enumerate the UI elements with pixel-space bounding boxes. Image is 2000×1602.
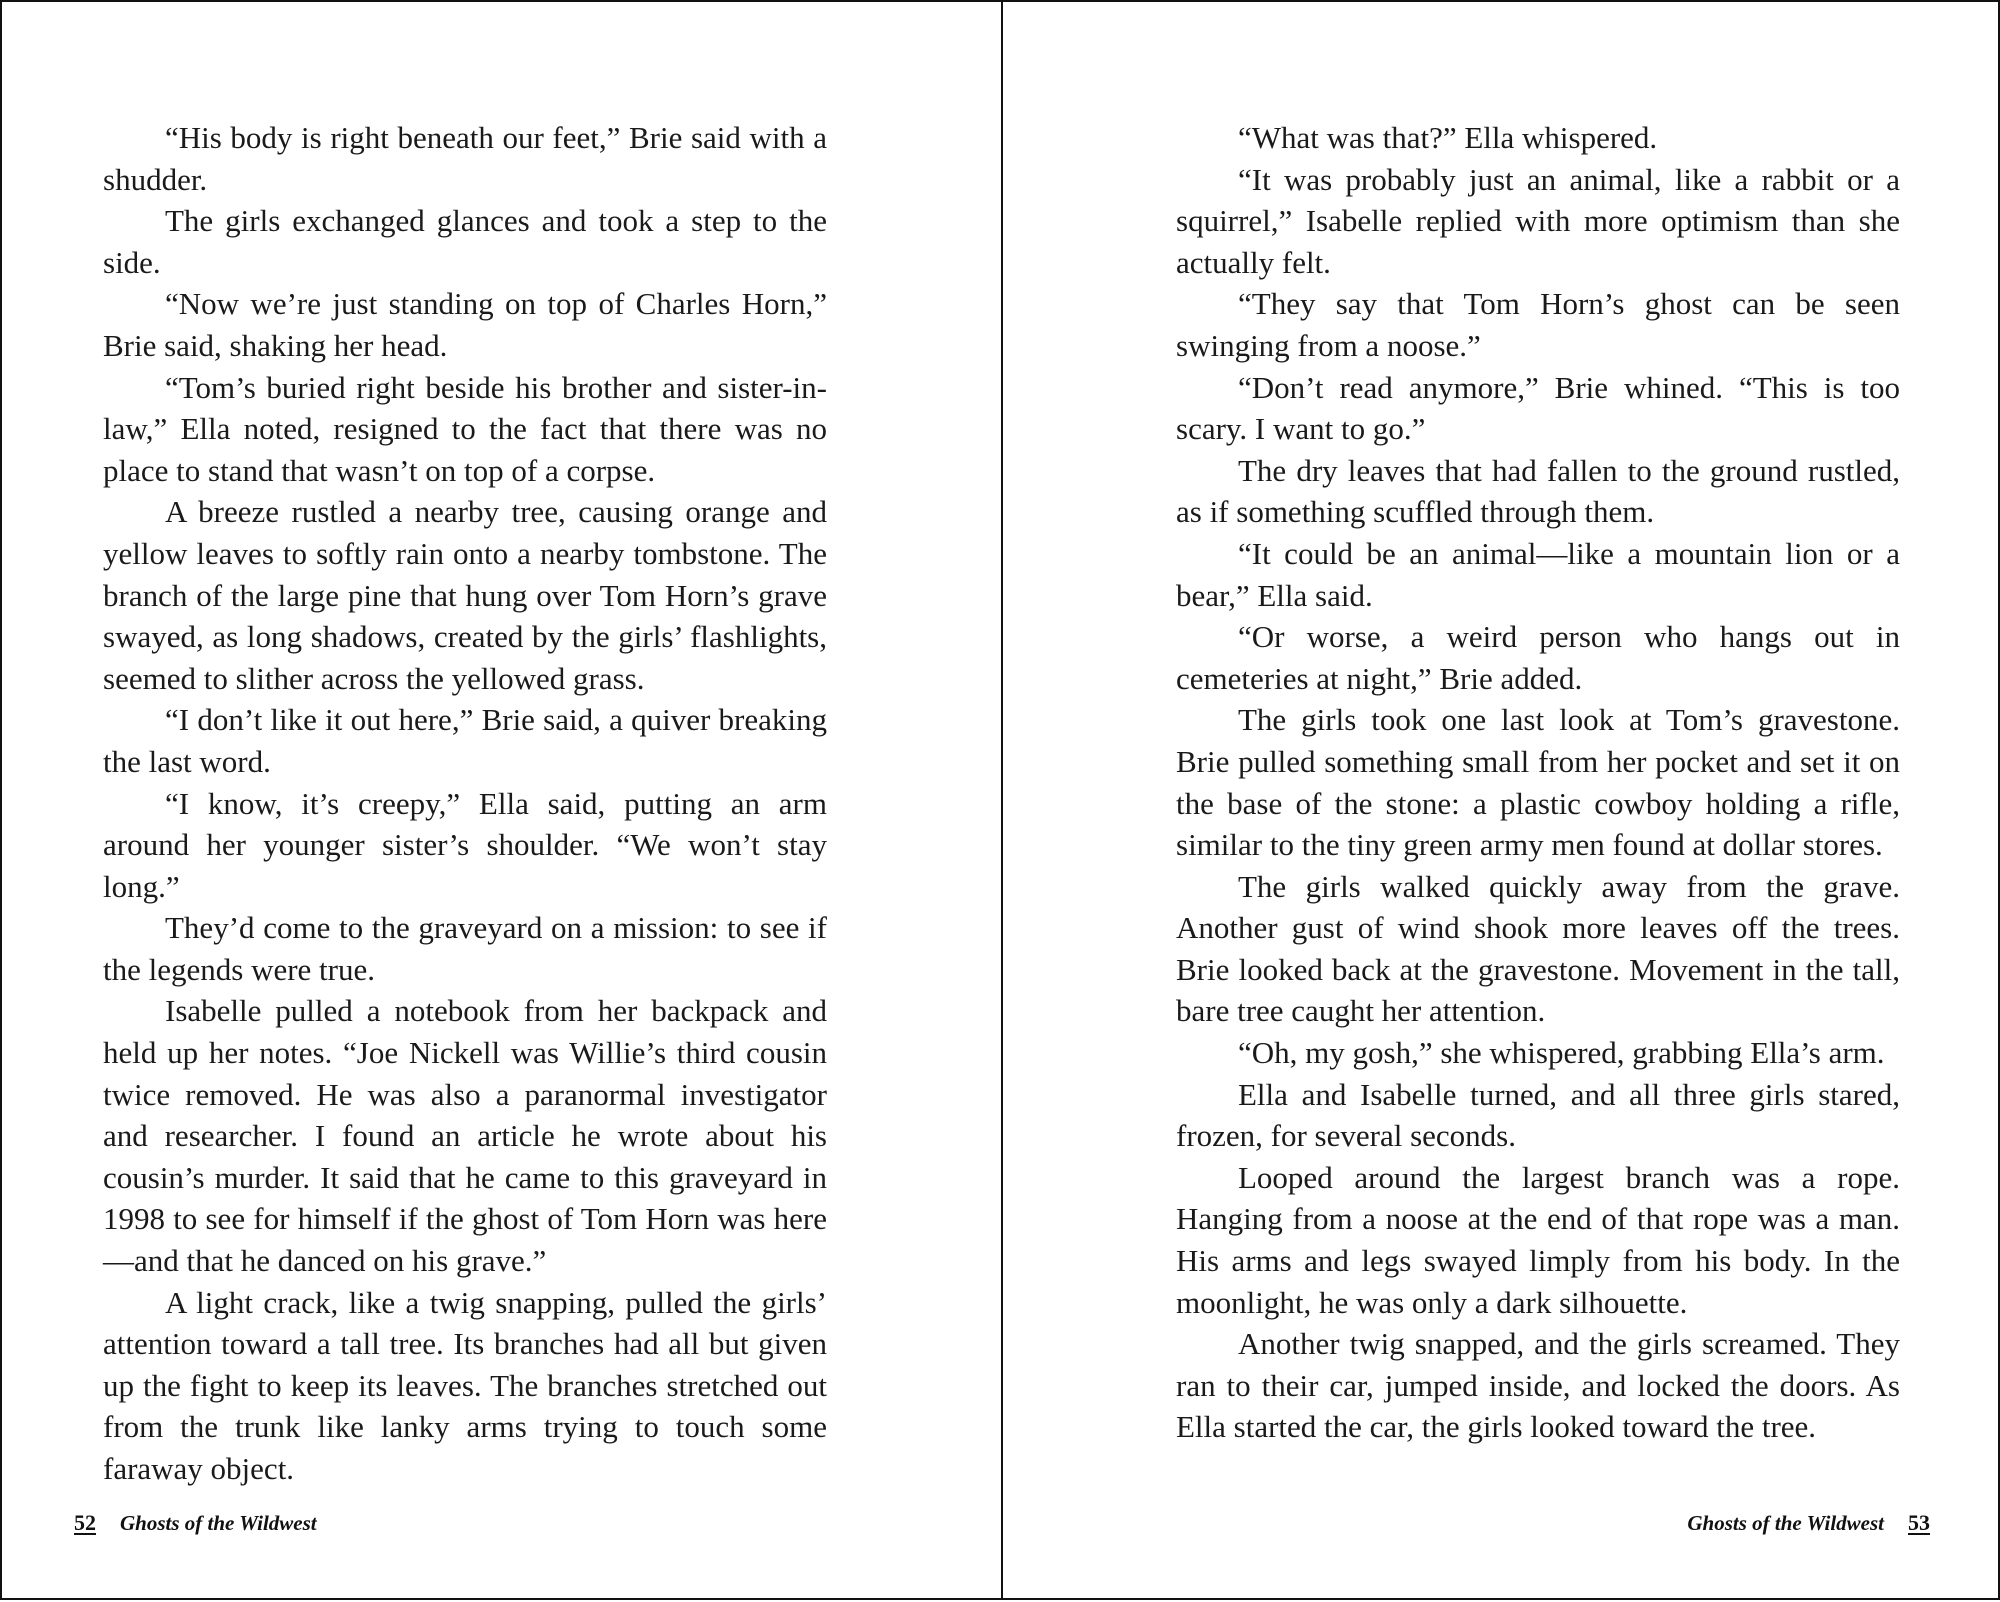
running-title: Ghosts of the Wildwest [120, 1511, 317, 1535]
paragraph: They’d come to the graveyard on a mission: to see if the legends were true. [103, 910, 827, 987]
left-page [2, 2, 1000, 1602]
paragraph: “Or worse, a weird person who hangs out in cemeteries at night,” Brie added. [1176, 619, 1900, 696]
paragraph: The girls took one last look at Tom’s gravestone. Brie pulled something small from her pocket and set it on the base of the stone: a plastic cowboy holding a rifle, similar to the tiny green army men found at dollar stores. [1176, 702, 1900, 863]
paragraph: A breeze rustled a nearby tree, causing orange and yellow leaves to softly rain onto a nearby tombstone. The branch of the large pine that hung over Tom Horn’s grave swayed, as long shadows, created by the girls’ flashlights, seemed to slither across the yellowed grass. [103, 494, 827, 696]
paragraph: “Oh, my gosh,” she whispered, grabbing Ella’s arm. [1238, 1035, 1885, 1071]
page-number: 52 [74, 1510, 96, 1535]
left-page-footer [74, 1510, 317, 1536]
paragraph: “I know, it’s creepy,” Ella said, putting an arm around her younger sister’s shoulder. “We won’t stay long.” [103, 785, 827, 904]
paragraph: Isabelle pulled a notebook from her backpack and held up her notes. “Joe Nickell was Willie’s third cousin twice removed. He was also a paranormal investigator and researcher. I found an article he wrote about his cousin’s murder. It said that he came to this graveyard in 1998 to see for himself if the ghost of Tom Horn was here—and that he danced on his grave.” [103, 993, 827, 1279]
paragraph: The girls exchanged glances and took a step to the side. [103, 203, 827, 280]
paragraph: A light crack, like a twig snapping, pulled the girls’ attention toward a tall tree. Its branches had all but given up the fight to keep its leaves. The branches stretched out from the trunk like lanky arms trying to touch some faraway object. [103, 1284, 827, 1486]
paragraph: “Tom’s buried right beside his brother and sister-in-law,” Ella noted, resigned to the fact that there was no place to stand that wasn’t on top of a corpse. [103, 369, 827, 488]
left-page-body [103, 117, 827, 1490]
paragraph: “What was that?” Ella whispered. [1238, 120, 1658, 155]
right-page-body [1176, 117, 1900, 1448]
right-page [1003, 2, 2000, 1602]
paragraph: “I don’t like it out here,” Brie said, a quiver breaking the last word. [103, 702, 827, 779]
paragraph: Looped around the largest branch was a rope. Hanging from a noose at the end of that rope was a man. His arms and legs swayed limply from his body. In the moonlight, he was only a dark silhouette. [1176, 1159, 1900, 1320]
paragraph: “His body is right beneath our feet,” Brie said with a shudder. [103, 120, 827, 197]
right-page-footer [1687, 1510, 1930, 1536]
paragraph: Ella and Isabelle turned, and all three girls stared, frozen, for several seconds. [1176, 1076, 1900, 1154]
paragraph: The dry leaves that had fallen to the ground rustled, as if something scuffled through them. [1176, 452, 1900, 530]
paragraph: “They say that Tom Horn’s ghost can be seen swinging from a noose.” [1176, 286, 1900, 363]
paragraph: “It was probably just an animal, like a rabbit or a squirrel,” Isabelle replied with more optimism than she actually felt. [1176, 161, 1900, 280]
paragraph: Another twig snapped, and the girls screamed. They ran to their car, jumped inside, and locked the doors. As Ella started the car, the girls looked toward the tree. [1176, 1326, 1900, 1445]
page-number: 53 [1908, 1510, 1930, 1535]
paragraph: “It could be an animal—like a mountain lion or a bear,” Ella said. [1176, 535, 1900, 613]
paragraph: “Now we’re just standing on top of Charles Horn,” Brie said, shaking her head. [103, 286, 827, 363]
paragraph: “Don’t read anymore,” Brie whined. “This is too scary. I want to go.” [1176, 369, 1900, 447]
paragraph: The girls walked quickly away from the grave. Another gust of wind shook more leaves off the trees. Brie looked back at the gravestone. Movement in the tall, bare tree caught her attention. [1176, 868, 1900, 1029]
running-title: Ghosts of the Wildwest [1687, 1511, 1884, 1535]
